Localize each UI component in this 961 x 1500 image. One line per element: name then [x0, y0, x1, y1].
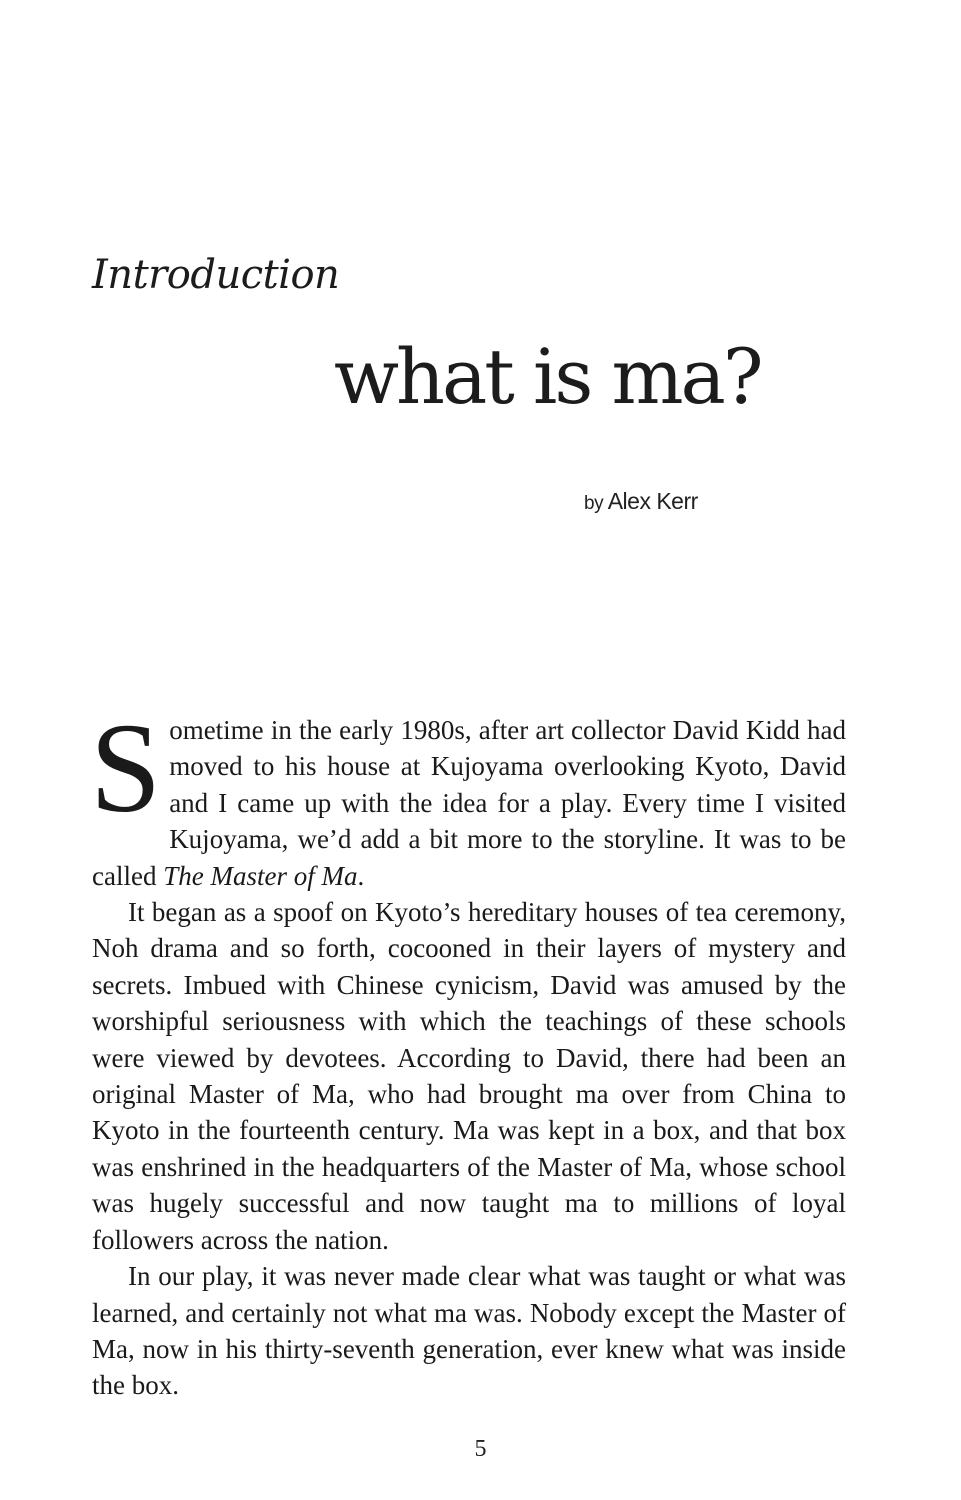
body-text: [90, 697, 846, 1404]
author-name: Alex Kerr: [607, 488, 698, 514]
page-number: 5: [474, 1436, 487, 1462]
section-label: Introduction: [92, 252, 340, 298]
paragraph-1-text: ometime in the early 1980s, after art collector David Kidd had moved to his house at Kujoyama overlooking Kyoto, David and I came up with the idea for a play. Every time I visited Kujoyama, we’d add a bit more to the storyline. It was to be called: [92, 715, 846, 891]
paragraph-1: [90, 697, 846, 894]
chapter-title: what is ma?: [334, 332, 761, 421]
paragraph-2: It began as a spoof on Kyoto’s hereditary houses of tea ceremony, Noh drama and so forth, cocooned in their layers of mystery and secrets. Imbued with Chinese cynicism, David was amused by the worshipful seriousness with which the teachings of these schools were viewed by devotees. According to David, there had been an original Master of Ma, who had brought ma over from China to Kyoto in the fourteenth century. Ma was kept in a box, and that box was enshrined in the headquarters of the Master of Ma, whose school was hugely successful and now taught ma to millions of loyal followers across the nation.: [92, 897, 846, 1255]
play-title: The Master of Ma: [163, 860, 358, 891]
paragraph-1-end: .: [357, 860, 365, 891]
byline-prefix: by: [584, 493, 604, 514]
byline: [584, 488, 698, 515]
paragraph-3: In our play, it was never made clear what was taught or what was learned, and certainly not what ma was. Nobody except the Master of Ma, now in his thirty-seventh generation, ever knew what was inside the box.: [92, 1261, 846, 1401]
drop-cap: S: [90, 697, 162, 839]
